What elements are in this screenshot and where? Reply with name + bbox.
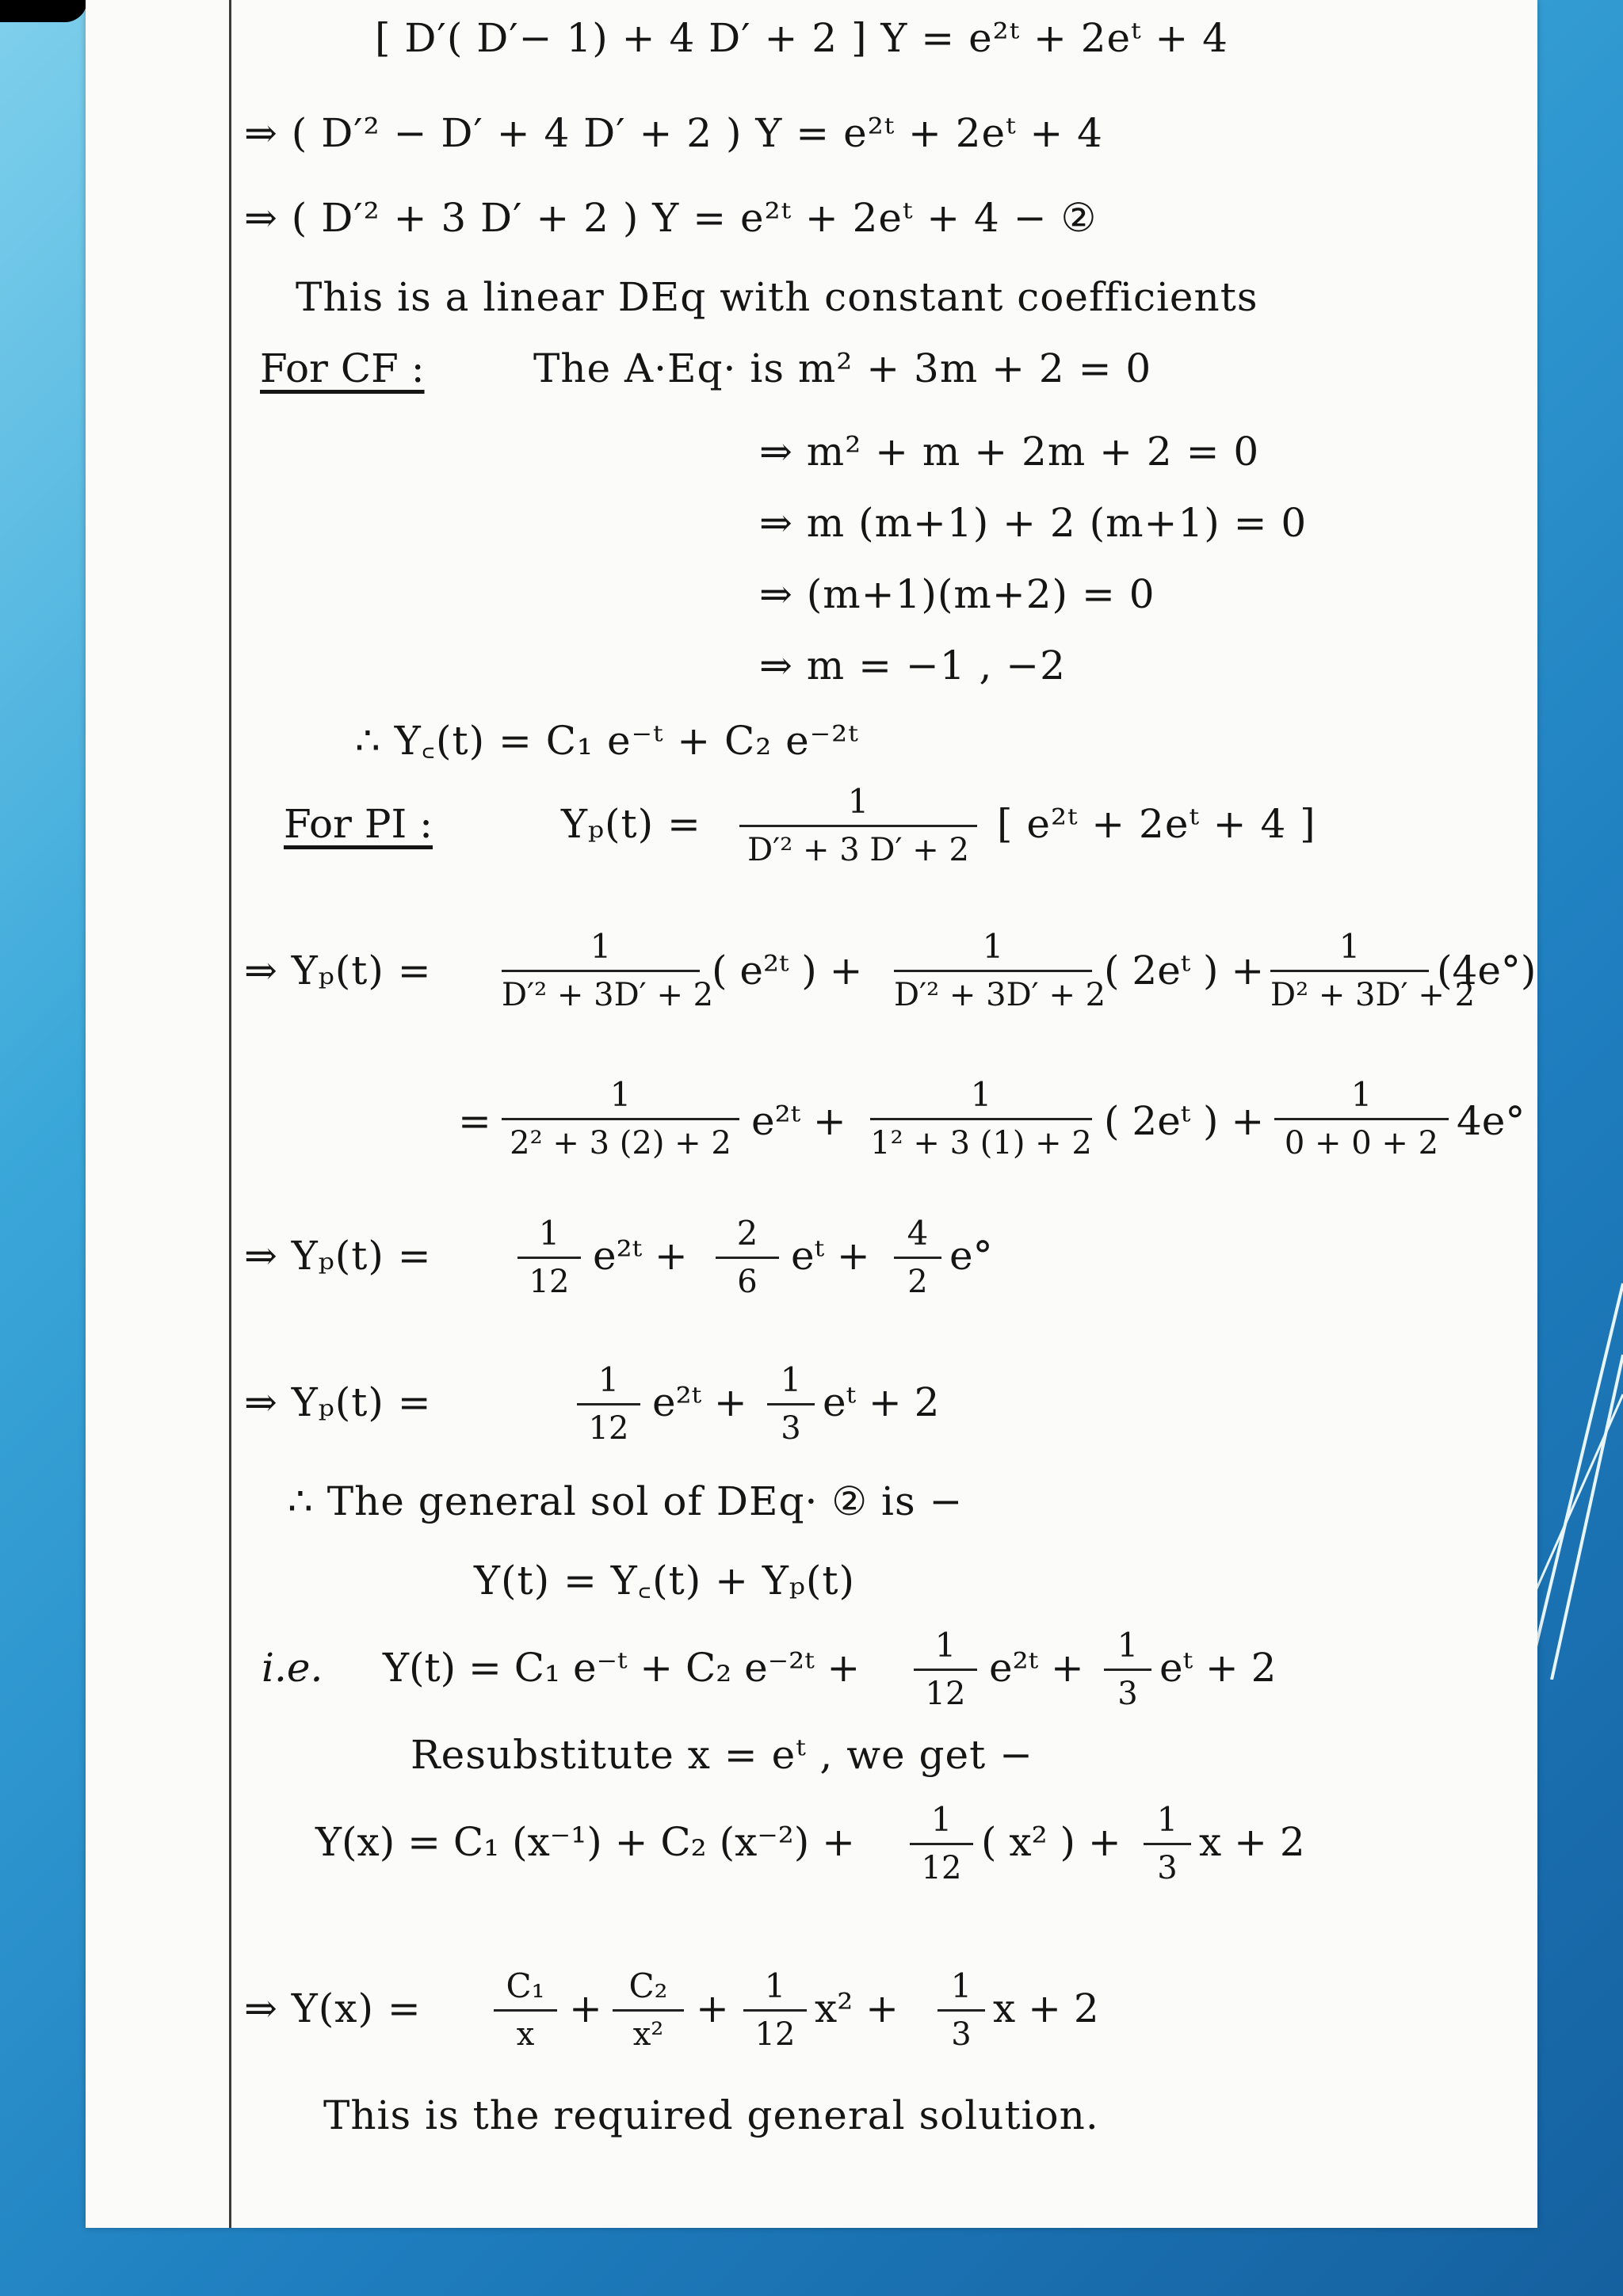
equation-expanded: ⇒ ( D′² − D′ + 4 D′ + 2 ) Y = e²ᵗ + 2eᵗ + 4 (244, 110, 1103, 156)
coefficient-2-6: 2 6 (716, 1212, 779, 1303)
cf-step-2: ⇒ m (m+1) + 2 (m+1) = 0 (759, 500, 1308, 546)
coefficient-1-3: 1 3 (767, 1359, 815, 1450)
corner-shade (0, 0, 87, 22)
coefficient-1-3-b: 1 3 (1104, 1624, 1151, 1715)
pi-split-term-2: ( 2eᵗ ) + (1104, 948, 1265, 994)
evaluated-term-3: e° (949, 1233, 993, 1279)
coefficient-1-12: 1 12 (517, 1212, 581, 1303)
notebook-page (86, 0, 1537, 2228)
final-term-x: x + 2 (993, 1985, 1099, 2031)
substituted-fraction-2: 1 1² + 3 (1) + 2 (870, 1075, 1092, 1161)
linear-deq-note: This is a linear DEq with constant coefficients (296, 274, 1258, 320)
pi-operator-fraction: 1 D′² + 3 D′ + 2 (739, 780, 977, 871)
solution-in-x: Y(x) = C₁ (x⁻¹) + C₂ (x⁻²) + (315, 1819, 856, 1865)
general-solution-t: Y(t) = C₁ e⁻ᵗ + C₂ e⁻²ᵗ + (383, 1645, 861, 1691)
final-plus-1: + (569, 1985, 602, 2031)
pi-simplified-lhs: ⇒ Yₚ(t) = (244, 1379, 432, 1425)
pi-split-fraction-1: 1 D′² + 3D′ + 2 (502, 927, 714, 1013)
substituted-term-2: ( 2eᵗ ) + (1104, 1098, 1265, 1144)
coefficient-1-3-d: 1 3 (938, 1965, 985, 2056)
substituted-term-1: e²ᵗ + (751, 1098, 846, 1144)
closing-statement: This is the required general solution. (323, 2092, 1099, 2138)
simplified-term-2: eᵗ + 2 (823, 1379, 940, 1425)
general-solution-t-term-2: eᵗ + 2 (1159, 1645, 1277, 1691)
solution-in-x-term-1: ( x² ) + (981, 1819, 1121, 1865)
final-term-x2: x² + (815, 1985, 899, 2031)
cf-label: For CF : (260, 345, 425, 391)
final-solution-lhs: ⇒ Y(x) = (244, 1985, 422, 2031)
cf-step-3: ⇒ (m+1)(m+2) = 0 (759, 571, 1155, 617)
coefficient-1-12-c: 1 12 (914, 1624, 977, 1715)
evaluated-term-2: eᵗ + (791, 1233, 870, 1279)
resubstitute-note: Resubstitute x = eᵗ , we get − (411, 1732, 1033, 1778)
simplified-term-1: e²ᵗ + (652, 1379, 747, 1425)
pi-split-term-3: (4e°) (1437, 948, 1537, 994)
coefficient-4-2: 4 2 (894, 1212, 941, 1303)
substituted-fraction-3: 1 0 + 0 + 2 (1274, 1074, 1449, 1165)
fraction-c2-over-x2: C₂ x² (613, 1965, 684, 2056)
pi-rhs-bracket: [ e²ᵗ + 2eᵗ + 4 ] (997, 801, 1316, 847)
pi-split-lhs: ⇒ Yₚ(t) = (244, 948, 432, 994)
equals-sign: = (458, 1098, 492, 1144)
substituted-fraction-1: 1 2² + 3 (2) + 2 (502, 1074, 739, 1165)
margin-rule (229, 0, 231, 2228)
cf-step-1: ⇒ m² + m + 2m + 2 = 0 (759, 429, 1260, 475)
coefficient-1-12-d: 1 12 (910, 1798, 973, 1890)
pi-split-fraction-3: 1 D² + 3D′ + 2 (1270, 927, 1476, 1013)
pi-lhs: Yₚ(t) = (561, 801, 701, 847)
evaluated-term-1: e²ᵗ + (593, 1233, 688, 1279)
final-plus-2: + (696, 1985, 729, 2031)
cf-roots: ⇒ m = −1 , −2 (759, 643, 1066, 688)
pi-split-fraction-2: 1 D′² + 3D′ + 2 (894, 927, 1106, 1013)
equation-two: ⇒ ( D′² + 3 D′ + 2 ) Y = e²ᵗ + 2eᵗ + 4 − ② (244, 195, 1098, 241)
pi-split-term-1: ( e²ᵗ ) + (712, 948, 863, 994)
pi-evaluated-lhs: ⇒ Yₚ(t) = (244, 1233, 432, 1279)
general-solution-t-term-1: e²ᵗ + (989, 1645, 1084, 1691)
auxiliary-equation: The A·Eq· is m² + 3m + 2 = 0 (533, 345, 1152, 391)
ie-label: i.e. (262, 1645, 323, 1691)
equation-operator-form: [ D′( D′− 1) + 4 D′ + 2 ] Y = e²ᵗ + 2eᵗ + 4 (375, 15, 1228, 61)
coefficient-1-3-c: 1 3 (1144, 1798, 1191, 1890)
general-solution-intro: ∴ The general sol of DEq· ② is − (288, 1478, 964, 1524)
solution-in-x-term-2: x + 2 (1199, 1819, 1305, 1865)
coefficient-1-12-b: 1 12 (577, 1359, 640, 1450)
complementary-function: ∴ Y꜀(t) = C₁ e⁻ᵗ + C₂ e⁻²ᵗ (355, 718, 859, 764)
coefficient-1-12-e: 1 12 (743, 1965, 807, 2056)
fraction-c1-over-x: C₁ x (494, 1965, 557, 2056)
substituted-term-3: 4e° (1457, 1098, 1526, 1144)
general-solution-form: Y(t) = Y꜀(t) + Yₚ(t) (474, 1558, 856, 1604)
pi-label: For PI : (284, 801, 433, 847)
